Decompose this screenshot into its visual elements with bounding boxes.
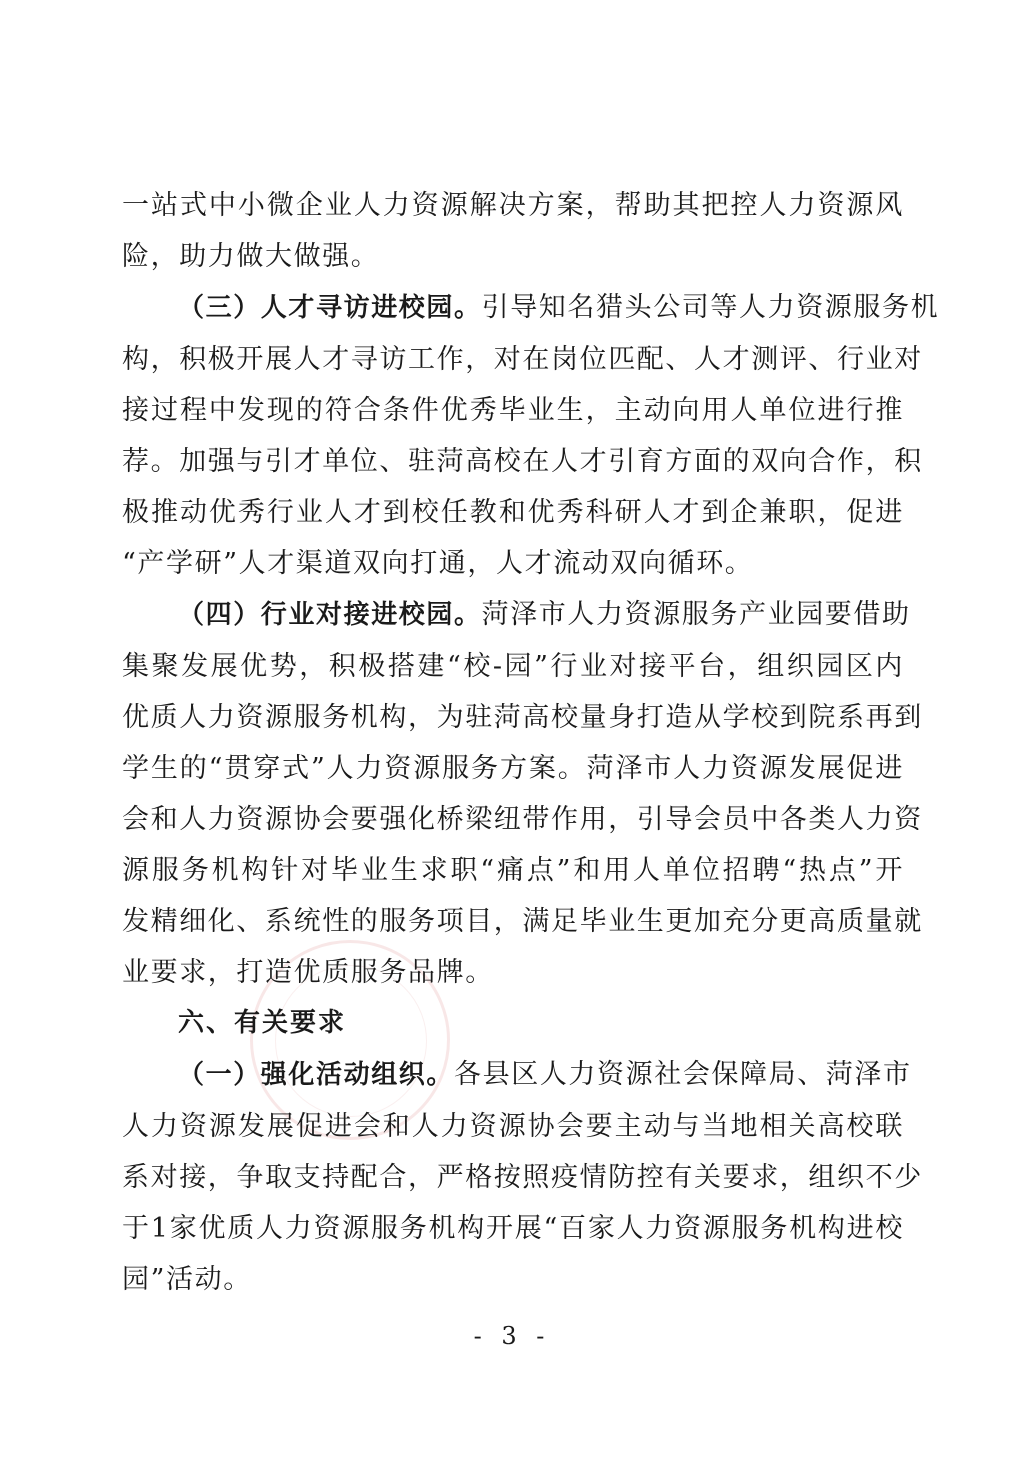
page-number: - 3 - [473,1322,551,1350]
paragraph-industry-docking [122,589,923,998]
paragraph-talent-search [122,282,940,589]
paragraph-lead-heading: （三）人才寻访进校园。 [178,293,482,323]
text-line: 源服务机构针对毕业生求职“痛点”和用人单位招聘“热点”开 [122,855,904,886]
document-body [122,180,940,1305]
text-line: 荐。加强与引才单位、驻菏高校在人才引育方面的双向合作，积 [122,446,923,477]
text-line [122,282,940,334]
text-line: 集聚发展优势，积极搭建“校-园”行业对接平台，组织园区内 [122,651,904,682]
text-line: 极推动优秀行业人才到校任教和优秀科研人才到企兼职，促进 [122,497,904,528]
text-line: 会和人力资源协会要强化桥梁纽带作用，引导会员中各类人力资 [122,804,923,835]
text-line [122,589,911,641]
text-line: 优质人力资源服务机构，为驻菏高校量身打造从学校到院系再到 [122,702,923,733]
text-line: “产学研”人才渠道双向打通，人才流动双向循环。 [122,548,754,579]
text-line: 一站式中小微企业人力资源解决方案，帮助其把控人力资源风 [122,190,904,221]
text-line: 接过程中发现的符合条件优秀毕业生，主动向用人单位进行推 [122,395,904,426]
text-line: 业要求，打造优质服务品牌。 [122,957,494,988]
text-line: 发精细化、系统性的服务项目，满足毕业生更加充分更高质量就 [122,906,923,937]
paragraph-lead-heading: （四）行业对接进校园。 [178,600,482,630]
text-run: 各县区人力资源社会保障局、菏泽市 [454,1059,912,1090]
text-line: 于1家优质人力资源服务机构开展“百家人力资源服务机构进校 [122,1213,904,1244]
text-line: 构，积极开展人才寻访工作，对在岗位匹配、人才测评、行业对 [122,344,923,375]
paragraph-continuation [122,180,904,282]
paragraph-lead-heading: （一）强化活动组织。 [178,1060,455,1090]
text-line: 园”活动。 [122,1264,252,1295]
text-line: 系对接，争取支持配合，严格按照疫情防控有关要求，组织不少 [122,1162,923,1193]
text-run: 引导知名猎头公司等人力资源服务机 [481,292,940,323]
text-line [122,1049,912,1101]
text-line: 学生的“贯穿式”人力资源服务方案。菏泽市人力资源发展促进 [122,753,904,784]
text-line: 人力资源发展促进会和人力资源协会要主动与当地相关高校联 [122,1111,904,1142]
text-run: 菏泽市人力资源服务产业园要借助 [481,599,911,630]
text-line: 险，助力做大做强。 [122,241,380,272]
paragraph-activity-organization [122,1049,923,1305]
section-heading: 六、有关要求 [178,1008,347,1038]
